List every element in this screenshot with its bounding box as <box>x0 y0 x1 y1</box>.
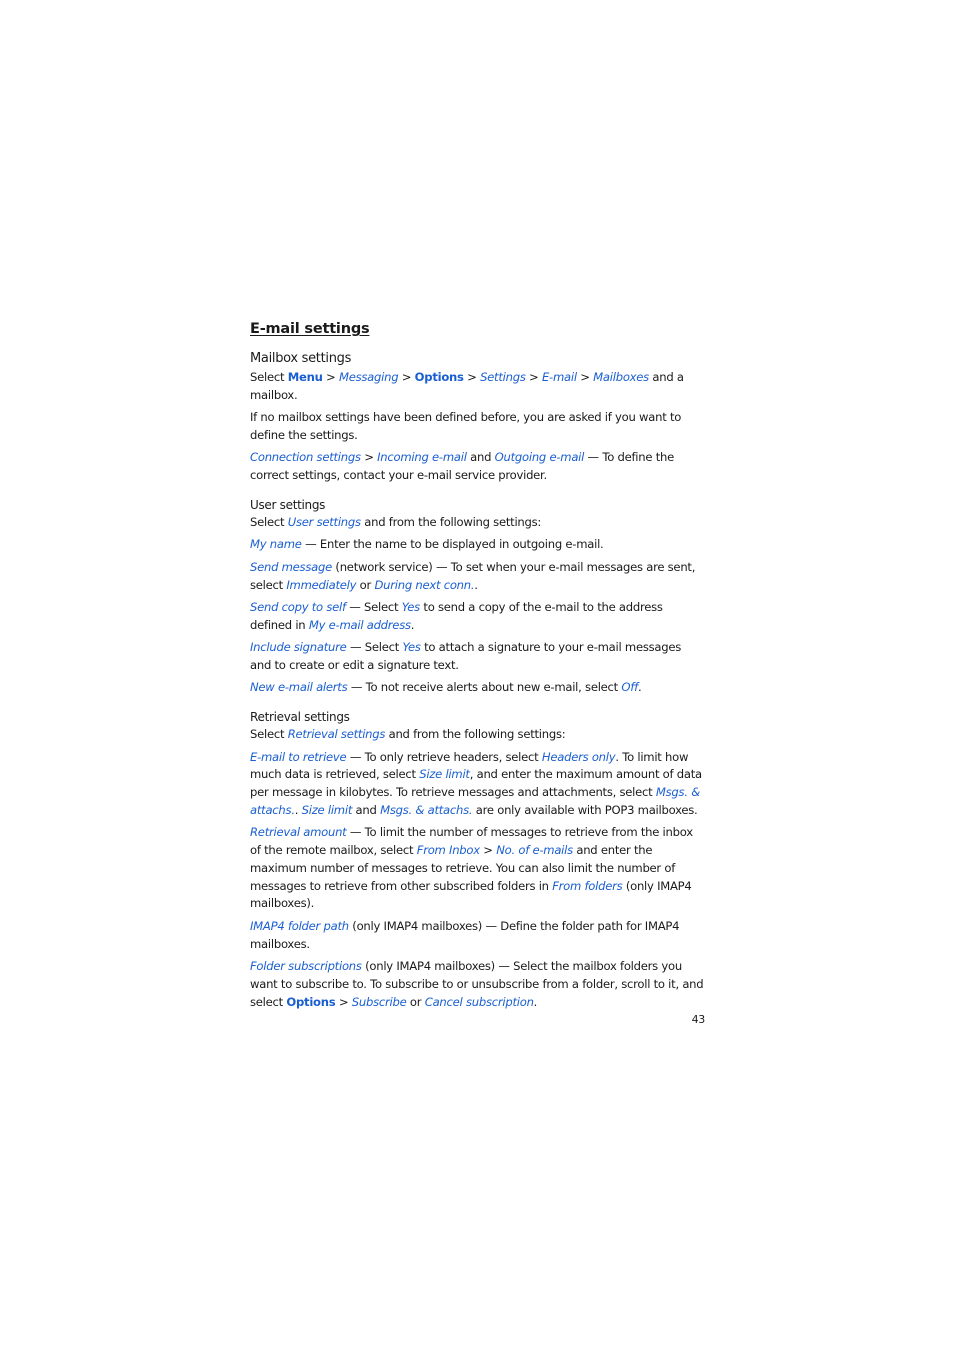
yes-link[interactable]: Yes <box>402 640 421 655</box>
retrieval-settings-heading: Retrieval settings <box>250 710 350 725</box>
yes-link[interactable]: Yes <box>401 599 420 614</box>
incoming-email-link[interactable]: Incoming e-mail <box>377 450 467 465</box>
messaging-link[interactable]: Messaging <box>338 370 399 384</box>
size-limit-link[interactable]: Size limit <box>419 767 470 782</box>
my-name-link[interactable]: My name <box>250 537 302 552</box>
outgoing-email-link[interactable]: Outgoing e-mail <box>494 450 585 465</box>
user-settings-intro: Select User settings and from the following settings: <box>250 514 542 529</box>
msgs-attachs-link[interactable]: Msgs. & attachs. <box>380 802 473 817</box>
user-settings-heading: User settings <box>250 497 326 512</box>
retrieval-settings-link[interactable]: Retrieval settings <box>287 727 386 742</box>
include-signature-paragraph: Include signature — Select Yes to attach a signature to your e-mail messages and to create or edit a signature text. <box>250 640 682 672</box>
connection-settings-paragraph: Connection settings > Incoming e-mail and Outgoing e-mail — To define the correct settings, contact your e-mail service provider. <box>250 450 674 483</box>
settings-link[interactable]: Settings <box>480 370 526 384</box>
options-link[interactable]: Options <box>286 994 336 1009</box>
my-email-address-link[interactable]: My e-mail address <box>308 617 411 632</box>
page-number: 43 <box>691 1013 705 1026</box>
options-link[interactable]: Options <box>414 370 464 384</box>
new-email-alerts-paragraph: New e-mail alerts — To not receive alerts about new e-mail, select Off. <box>250 680 642 695</box>
imap4-folder-path-paragraph: IMAP4 folder path (only IMAP4 mailboxes) — Define the folder path for IMAP4 mailboxes. <box>250 918 680 951</box>
page-title: E-mail settings <box>250 321 370 337</box>
email-to-retrieve-link[interactable]: E-mail to retrieve <box>250 749 347 764</box>
document-body <box>250 318 705 1016</box>
email-to-retrieve-paragraph: E-mail to retrieve — To only retrieve headers, select Headers only. To limit how much data is retrieved, select Size limit, and enter the maximum amount of data per message in kilobytes. To retrieve messages and attachments, select Msgs. & attachs.. Size limit and Msgs. & attachs. are only available with POP3 mailboxes. <box>250 749 702 817</box>
email-link[interactable]: E-mail <box>541 370 577 384</box>
send-message-link[interactable]: Send message <box>250 559 332 574</box>
send-copy-paragraph: Send copy to self — Select Yes to send a copy of the e-mail to the address defined in My e-mail address. <box>250 599 663 632</box>
connection-settings-link[interactable]: Connection settings <box>250 450 361 465</box>
send-message-paragraph: Send message (network service) — To set when your e-mail messages are sent, select Immediately or During next conn.. <box>250 559 696 592</box>
mailbox-info-paragraph: If no mailbox settings have been defined before, you are asked if you want to define the settings. <box>250 410 682 442</box>
new-email-alerts-link[interactable]: New e-mail alerts <box>250 680 348 695</box>
no-of-emails-link[interactable]: No. of e-mails <box>496 843 573 858</box>
include-signature-link[interactable]: Include signature <box>250 640 347 655</box>
from-inbox-link[interactable]: From Inbox <box>416 843 480 858</box>
headers-only-link[interactable]: Headers only <box>541 749 616 764</box>
size-limit-link[interactable]: Size limit <box>301 802 353 817</box>
off-link[interactable]: Off <box>621 680 638 695</box>
subscribe-link[interactable]: Subscribe <box>351 994 407 1009</box>
user-settings-link[interactable]: User settings <box>287 514 361 529</box>
immediately-link[interactable]: Immediately <box>286 577 357 592</box>
from-folders-link[interactable]: From folders <box>552 878 623 893</box>
retrieval-amount-link[interactable]: Retrieval amount <box>250 825 347 840</box>
folder-subscriptions-link[interactable]: Folder subscriptions <box>250 959 362 974</box>
retrieval-settings-intro: Select Retrieval settings and from the following settings: <box>250 727 566 742</box>
during-next-conn-link[interactable]: During next conn. <box>374 577 475 592</box>
mailboxes-link[interactable]: Mailboxes <box>593 370 649 384</box>
imap4-folder-path-link[interactable]: IMAP4 folder path <box>250 918 349 933</box>
mailbox-settings-heading: Mailbox settings <box>250 351 352 366</box>
retrieval-amount-paragraph: Retrieval amount — To limit the number of messages to retrieve from the inbox of the remote mailbox, select From Inbox > No. of e-mails and enter the maximum number of messages to retrieve. You can also limit the number of messages to retrieve from other subscribed folders in From folders (only IMAP4 mailboxes). <box>250 825 693 911</box>
msgs-attachs-link[interactable]: Msgs. & attachs. <box>250 785 700 817</box>
my-name-paragraph: My name — Enter the name to be displayed in outgoing e-mail. <box>250 537 604 552</box>
menu-link[interactable]: Menu <box>287 370 323 384</box>
mailbox-path-paragraph: Select Menu > Messaging > Options > Settings > E-mail > Mailboxes and a mailbox. <box>250 370 684 402</box>
cancel-subscription-link[interactable]: Cancel subscription <box>424 994 534 1009</box>
send-copy-link[interactable]: Send copy to self <box>250 599 346 614</box>
folder-subscriptions-paragraph: Folder subscriptions (only IMAP4 mailboxes) — Select the mailbox folders you want to subscribe to. To subscribe to or unsubscribe from a folder, scroll to it, and select Options > Subscribe or Cancel subscription. <box>250 959 704 1009</box>
